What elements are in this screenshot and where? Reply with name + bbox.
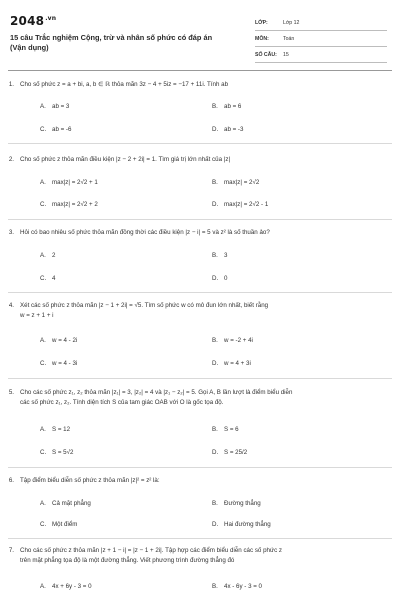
option-text: w = 4 - 2i xyxy=(52,337,78,344)
logo-suffix: .vn xyxy=(45,15,57,22)
option-label: D. xyxy=(212,360,219,367)
stem-line: trên mặt phẳng tọa độ là một đường thẳng. Viết phương trình đường thẳng đó xyxy=(20,557,235,564)
option-a[interactable] xyxy=(40,102,69,112)
option-c[interactable] xyxy=(40,359,77,369)
option-text: 2 xyxy=(52,252,56,259)
option-text: Một điểm xyxy=(52,521,78,528)
option-text: S = 25/2 xyxy=(224,449,248,456)
stem-line: w = z + 1 + i xyxy=(20,312,54,319)
option-label: C. xyxy=(40,360,47,367)
question-divider xyxy=(8,538,392,539)
meta-row-count xyxy=(255,47,387,63)
option-label: C. xyxy=(40,201,47,208)
stem-line: Cho số phức z thỏa mãn điều kiện |z − 2 + 2i| = 1. Tìm giá trị lớn nhất của |z| xyxy=(20,156,231,163)
option-text: Đường thẳng xyxy=(224,500,261,507)
stem-line: Cho các số phức z₁, z₂ thỏa mãn |z₁| = 3, |z₂| = 4 và |z₁ − z₂| = 5. Gọi A, B lần lượt là điểm biểu diễn xyxy=(20,389,293,396)
option-label: A. xyxy=(40,583,46,590)
option-label: A. xyxy=(40,179,46,186)
stem-line: Cho các số phức z thỏa mãn |z + 1 − i| = |z − 1 + 2i|. Tập hợp các điểm biểu diễn các số phức z xyxy=(20,547,282,554)
option-a[interactable] xyxy=(40,499,91,509)
option-d[interactable] xyxy=(212,200,268,210)
option-b[interactable] xyxy=(212,425,239,435)
option-a[interactable] xyxy=(40,582,92,592)
option-d[interactable] xyxy=(212,520,271,530)
site-logo[interactable] xyxy=(10,14,56,28)
stem-line: Tập điểm biểu diễn số phức z thỏa mãn |z|² = z² là: xyxy=(20,477,160,484)
option-text: ab = -3 xyxy=(224,126,244,133)
question-stem xyxy=(8,476,380,486)
option-text: w = 4 - 3i xyxy=(52,360,78,367)
option-d[interactable] xyxy=(212,359,251,369)
option-text: S = 6 xyxy=(224,426,239,433)
option-b[interactable] xyxy=(212,499,261,509)
option-text: w = 4 + 3i xyxy=(224,360,251,367)
stem-line: các số phức z₁, z₂. Tính diện tích S của tam giác OAB với O là gốc tọa độ. xyxy=(20,399,224,406)
stem-line: Xét các số phức z thỏa mãn |z − 1 + 2i| = √5. Tìm số phức w có mô đun lớn nhất, biết rằng xyxy=(20,302,269,309)
question-divider xyxy=(8,292,392,293)
option-label: C. xyxy=(40,126,47,133)
option-label: C. xyxy=(40,521,47,528)
option-text: max|z| = 2√2 - 1 xyxy=(224,201,269,208)
title-line-2: (Vận dụng) xyxy=(10,43,49,52)
option-d[interactable] xyxy=(212,125,243,135)
option-b[interactable] xyxy=(212,178,259,188)
option-label: C. xyxy=(40,275,47,282)
question-number: 6. xyxy=(8,477,14,484)
option-b[interactable] xyxy=(212,251,227,261)
header-divider xyxy=(8,70,392,71)
option-d[interactable] xyxy=(212,448,247,458)
option-label: B. xyxy=(212,500,218,507)
option-text: S = 5√2 xyxy=(52,449,74,456)
question-number: 5. xyxy=(8,389,14,396)
title-line-1: 15 câu Trắc nghiệm Cộng, trừ và nhân số phức có đáp án xyxy=(10,33,213,42)
option-text: ab = 6 xyxy=(224,103,242,110)
meta-value: Toán xyxy=(283,35,295,42)
meta-value: Lớp 12 xyxy=(283,19,300,26)
option-c[interactable] xyxy=(40,448,73,458)
option-c[interactable] xyxy=(40,520,77,530)
option-label: B. xyxy=(212,583,218,590)
meta-value: 15 xyxy=(283,51,289,58)
option-label: D. xyxy=(212,521,219,528)
option-label: B. xyxy=(212,179,218,186)
question-stem xyxy=(8,80,380,90)
option-b[interactable] xyxy=(212,102,241,112)
option-text: w = -2 + 4i xyxy=(224,337,253,344)
meta-key: SỐ CÂU: xyxy=(255,51,277,58)
option-text: max|z| = 2√2 + 1 xyxy=(52,179,98,186)
page-title xyxy=(10,33,230,53)
option-label: B. xyxy=(212,103,218,110)
option-a[interactable] xyxy=(40,425,70,435)
option-text: ab = 3 xyxy=(52,103,70,110)
meta-key: MÔN: xyxy=(255,35,269,42)
option-label: A. xyxy=(40,500,46,507)
question-number: 2. xyxy=(8,156,14,163)
stem-line: Hỏi có bao nhiêu số phức thỏa mãn đồng thời các điều kiện |z − i| = 5 và z² là số thuần ảo? xyxy=(20,229,270,236)
option-text: 4x - 6y - 3 = 0 xyxy=(224,583,263,590)
option-c[interactable] xyxy=(40,274,55,284)
question-divider xyxy=(8,219,392,220)
option-a[interactable] xyxy=(40,178,98,188)
meta-table xyxy=(255,15,387,63)
option-label: A. xyxy=(40,252,46,259)
question-stem xyxy=(8,388,380,408)
question-divider xyxy=(8,143,392,144)
option-label: D. xyxy=(212,449,219,456)
question-stem xyxy=(8,301,380,321)
option-d[interactable] xyxy=(212,274,227,284)
question-number: 1. xyxy=(8,81,14,88)
option-label: D. xyxy=(212,201,219,208)
option-text: max|z| = 2√2 + 2 xyxy=(52,201,98,208)
option-text: ab = -6 xyxy=(52,126,72,133)
question-number: 3. xyxy=(8,229,14,236)
option-text: S = 12 xyxy=(52,426,71,433)
option-label: D. xyxy=(212,275,219,282)
question-stem xyxy=(8,546,380,566)
meta-key: LỚP: xyxy=(255,19,268,26)
question-number: 7. xyxy=(8,547,14,554)
question-stem xyxy=(8,228,380,238)
option-text: 0 xyxy=(224,275,228,282)
option-c[interactable] xyxy=(40,200,98,210)
question-number: 4. xyxy=(8,302,14,309)
stem-line: Cho số phức z = a + bi, a, b ∈ ℝ thỏa mãn 3z − 4 + 5iz = −17 + 11i. Tính ab xyxy=(20,81,229,88)
option-label: A. xyxy=(40,426,46,433)
option-label: D. xyxy=(212,126,219,133)
option-label: A. xyxy=(40,103,46,110)
option-text: Cả mặt phẳng xyxy=(52,500,91,507)
option-a[interactable] xyxy=(40,336,77,346)
option-text: 4x + 6y - 3 = 0 xyxy=(52,583,92,590)
option-a[interactable] xyxy=(40,251,55,261)
option-text: 4 xyxy=(52,275,56,282)
option-label: B. xyxy=(212,426,218,433)
option-label: A. xyxy=(40,337,46,344)
option-label: B. xyxy=(212,337,218,344)
option-text: Hai đường thẳng xyxy=(224,521,271,528)
question-stem xyxy=(8,155,380,165)
option-label: C. xyxy=(40,449,47,456)
option-b[interactable] xyxy=(212,336,253,346)
option-label: B. xyxy=(212,252,218,259)
option-text: 3 xyxy=(224,252,228,259)
meta-row-subject xyxy=(255,31,387,47)
option-text: max|z| = 2√2 xyxy=(224,179,260,186)
logo-text: 2048 xyxy=(10,14,45,28)
meta-row-grade xyxy=(255,15,387,31)
question-divider xyxy=(8,467,392,468)
option-b[interactable] xyxy=(212,582,262,592)
question-divider xyxy=(8,378,392,379)
option-c[interactable] xyxy=(40,125,71,135)
